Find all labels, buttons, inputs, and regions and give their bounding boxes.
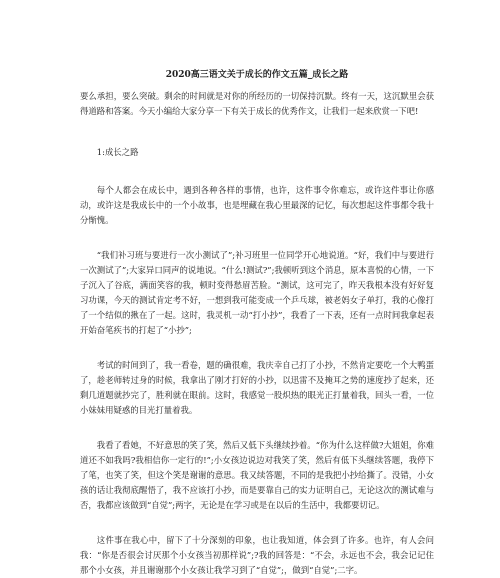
body-paragraph-1: 每个人都会在成长中，遇到各种各样的事情，也许，这件事令你难忘，或许这件事让你感动，或许这是我成长中的一个小故事，也是埋藏在我心里最深的记忆，每次想起这件事都令我十分惭愧。 bbox=[80, 185, 434, 225]
intro-paragraph: 要么承担，要么突破。剩余的时间就是对你的所经历的一切保持沉默。终有一天，这沉默里会获得道路和答案。今天小编给大家分享一下有关于成长的优秀作文，让我们一起来欣赏一下吧! bbox=[80, 91, 434, 116]
body-paragraph-2: “我们补习班与要进行一次小测试了”;补习班里一位同学开心地说道。“好，我们中与要进行一次测试了”;大家异口同声的说地说。“什么!测试?”;我顿听到这个消息，原本喜悦的心情，一下子沉入了谷底，满面笑容的我，顿时变得愁眉苦脸。“测试，这可完了，昨天我根本没有好好复习功课，今天的测试肯定考不好，一想到我可能变成一个乒乓球，被老妈女子单打，我的心像打了一个结似的揪在了一起。这时，我灵机一动“打小抄”，我看了一下表，还有一点时间我拿起表开始奋笔疾书的打起了“小抄”; bbox=[80, 250, 434, 335]
section-heading: 1:成长之路 bbox=[96, 147, 139, 157]
body-paragraph-4: 我看了看她，不好意思的笑了笑，然后又低下头继续抄着。“你为什么这样做?大姐姐，你难道还不如我吗?我相信你一定行的!”;小女孩边说边对我笑了笑，然后有低下头继续答题，我停下了笔，也笑了笑，但这个笑是谢谢的意思。我又续答题，不同的是我把小抄给撕了。没错，小女孩的话让我彻底醒悟了，我不应该打小抄，而是要靠自己的实力证明自己，无论这次的测试难与否，我都应该做到“自觉”;两字，无论是在学习或是在以后的生活中，我都要切记。 bbox=[80, 440, 434, 510]
body-paragraph-3: 考试的时间到了，我一看卷，题的确很难，我庆幸自己打了小抄，不然肯定要吃一个大鸭蛋了，趁老师转过身的时候，我拿出了刚才打好的小抄，以迅雷不及掩耳之势的速度抄了起来，还剩几道题就抄完了，胜利就在眼前。这时，我感觉一股炽热的眼光正打量着我，回头一看，一位小妹妹用疑惑的目光打量着我。 bbox=[80, 360, 434, 415]
document-title: 2020高三语文关于成长的作文五篇_成长之路 bbox=[165, 70, 349, 80]
body-paragraph-5: 这件事在我心中，留下了十分深刻的印象，也让我知道，体会到了许多。也许，有人会问我：“你是否很会讨厌那个小女孩当初那样说”;?我的回答是：“不会，永远也不会，我会记记住那个小女孩，并且谢谢那个小女孩让我学习到了“自觉”;，做到“自觉”;二字。 bbox=[80, 535, 434, 575]
